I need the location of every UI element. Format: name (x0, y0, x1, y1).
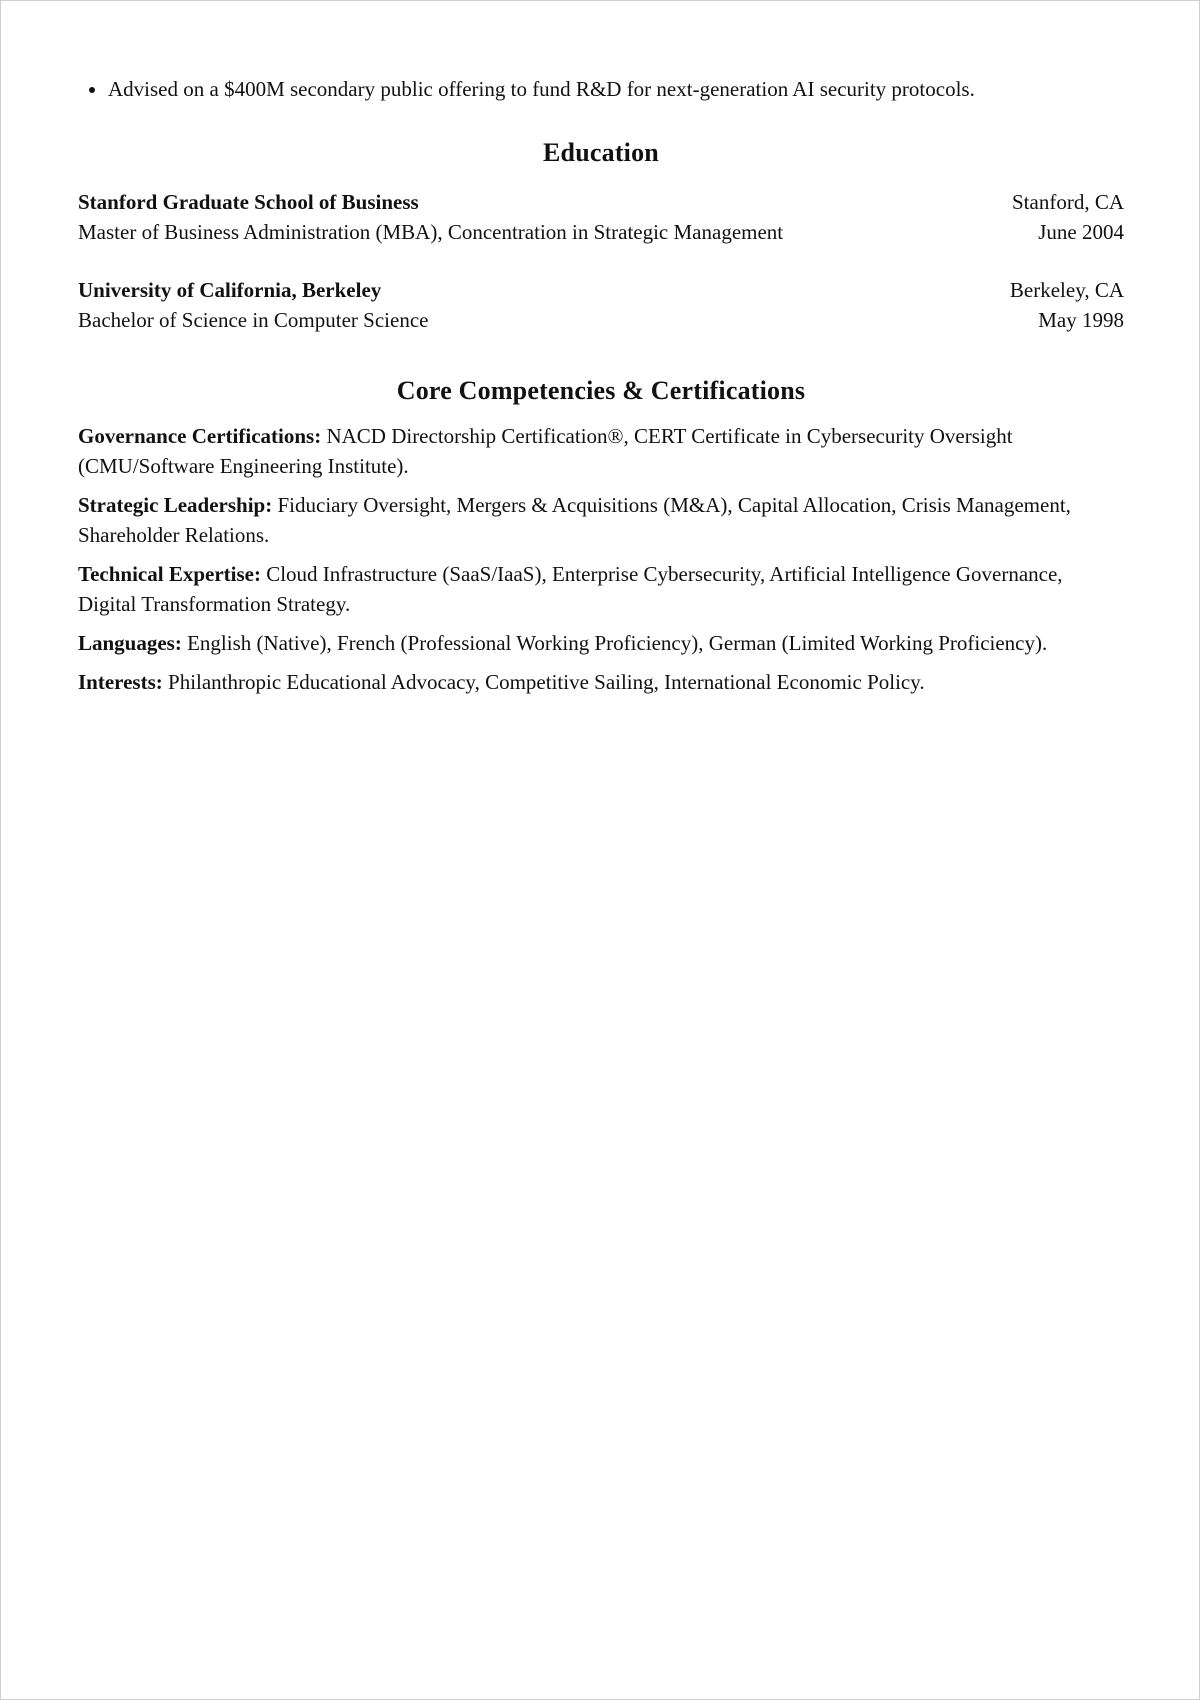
education-date: May 1998 (1038, 308, 1124, 332)
education-entry (78, 187, 1124, 247)
experience-bullet-list (78, 69, 1124, 109)
competency-text: NACD Directorship Certification®, CERT Certificate in Cybersecurity Oversight (CMU/Software Engineering Institute). (78, 424, 1013, 478)
competencies-list (78, 421, 1124, 697)
competency-text: Cloud Infrastructure (SaaS/IaaS), Enterprise Cybersecurity, Artificial Intelligence Governance, Digital Transformation Strategy. (78, 562, 1063, 616)
education-entry-header (78, 275, 1124, 305)
competency-item-governance (78, 421, 1124, 481)
education-degree: Master of Business Administration (MBA), Concentration in Strategic Management (78, 220, 784, 244)
education-entry-header (78, 187, 1124, 217)
competency-label: Interests: (78, 670, 163, 694)
competency-item-strategic (78, 490, 1124, 550)
competency-item-languages (78, 628, 1124, 658)
competency-label: Technical Expertise: (78, 562, 261, 586)
education-degree: Bachelor of Science in Computer Science (78, 308, 429, 332)
resume-content (78, 69, 1124, 706)
education-school: University of California, Berkeley (78, 278, 382, 302)
education-date: June 2004 (1038, 220, 1124, 244)
competency-text: Fiduciary Oversight, Mergers & Acquisitions (M&A), Capital Allocation, Crisis Management, Shareholder Relations. (78, 493, 1071, 547)
competency-label: Languages: (78, 631, 182, 655)
competency-item-technical (78, 559, 1124, 619)
competencies-heading: Core Competencies & Certifications (396, 376, 806, 405)
education-school: Stanford Graduate School of Business (78, 190, 419, 214)
education-location: Stanford, CA (1012, 190, 1124, 214)
education-heading: Education (543, 138, 659, 167)
education-entry (78, 275, 1124, 335)
competency-text: Philanthropic Educational Advocacy, Competitive Sailing, International Economic Policy. (168, 670, 925, 694)
education-location: Berkeley, CA (1009, 278, 1124, 302)
competency-item-interests (78, 667, 1124, 697)
competency-label: Governance Certifications: (78, 424, 322, 448)
competency-text: English (Native), French (Professional Working Proficiency), German (Limited Working Proficiency). (187, 631, 1048, 655)
competency-label: Strategic Leadership: (78, 493, 273, 517)
education-entry-detail (78, 217, 1124, 247)
experience-bullet: • Advised on a $400M secondary public offering to fund R&D for next-generation AI security protocols. (108, 69, 1124, 109)
education-entry-detail (78, 305, 1124, 335)
